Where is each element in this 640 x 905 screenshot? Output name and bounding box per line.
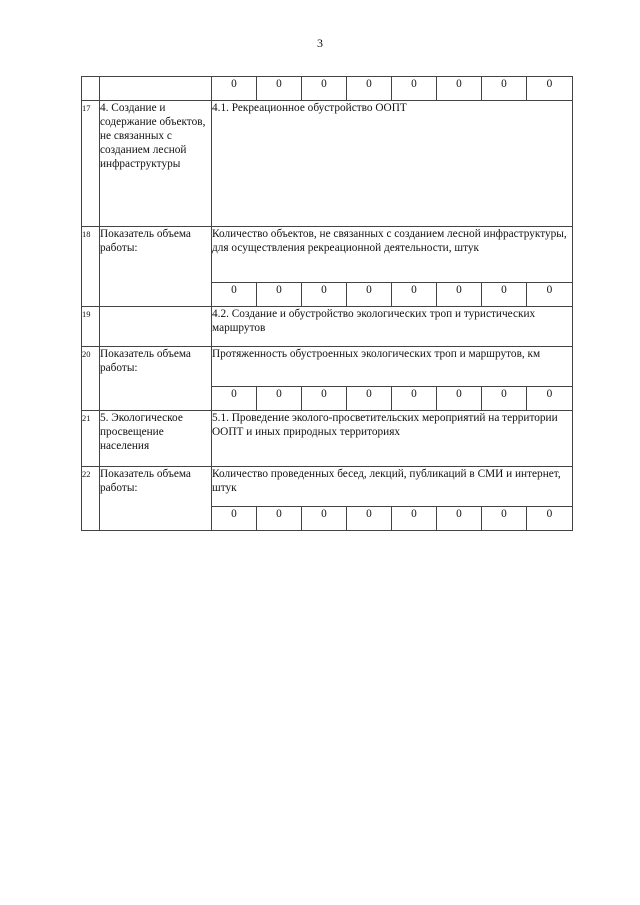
value-cell: 0 — [437, 77, 482, 101]
row-number: 22 — [82, 467, 100, 531]
value-cell: 0 — [482, 77, 527, 101]
section-title: 5. Экологическое просвещение населения — [100, 411, 212, 467]
section-title: 4. Создание и содержание объектов, не связанных с созданием лесной инфраструктуры — [100, 101, 212, 227]
value-cell: 0 — [212, 507, 257, 531]
value-cell: 0 — [302, 283, 347, 307]
value-cell: 0 — [212, 283, 257, 307]
value-cell: 0 — [482, 387, 527, 411]
value-cell: 0 — [527, 283, 573, 307]
section-title — [100, 307, 212, 347]
value-cell: 0 — [527, 387, 573, 411]
value-cell: 0 — [482, 283, 527, 307]
value-cell: 0 — [392, 77, 437, 101]
table-row — [82, 227, 573, 283]
value-cell: 0 — [392, 387, 437, 411]
indicator-description: Количество проведенных бесед, лекций, публикаций в СМИ и интернет, штук — [212, 467, 573, 507]
row-number: 19 — [82, 307, 100, 347]
table-row — [82, 77, 573, 101]
indicators-table — [81, 76, 573, 531]
table-row — [82, 347, 573, 387]
value-cell: 0 — [257, 387, 302, 411]
activity-title: 4.2. Создание и обустройство экологических троп и туристических маршрутов — [212, 307, 573, 347]
indicator-description: Протяженность обустроенных экологических троп и маршрутов, км — [212, 347, 573, 387]
value-cell: 0 — [257, 77, 302, 101]
row-number-cell — [82, 77, 100, 101]
indicator-description: Количество объектов, не связанных с созданием лесной инфраструктуры, для осуществления рекреационной деятельности, штук — [212, 227, 573, 283]
activity-title: 5.1. Проведение эколого-просветительских мероприятий на территории ООПТ и иных природных территориях — [212, 411, 573, 467]
value-cell: 0 — [302, 507, 347, 531]
row-number: 17 — [82, 101, 100, 227]
row-label-cell — [100, 77, 212, 101]
value-cell: 0 — [347, 507, 392, 531]
table-row — [82, 307, 573, 347]
value-cell: 0 — [482, 507, 527, 531]
value-cell: 0 — [347, 283, 392, 307]
value-cell: 0 — [212, 387, 257, 411]
row-number: 20 — [82, 347, 100, 411]
value-cell: 0 — [212, 77, 257, 101]
table-row — [82, 101, 573, 227]
table-row — [82, 467, 573, 507]
row-number: 21 — [82, 411, 100, 467]
value-cell: 0 — [347, 387, 392, 411]
value-cell: 0 — [257, 283, 302, 307]
value-cell: 0 — [437, 387, 482, 411]
activity-title: 4.1. Рекреационное обустройство ООПТ — [212, 101, 573, 227]
value-cell: 0 — [302, 387, 347, 411]
value-cell: 0 — [527, 77, 573, 101]
value-cell: 0 — [437, 507, 482, 531]
value-cell: 0 — [347, 77, 392, 101]
row-number: 18 — [82, 227, 100, 307]
value-cell: 0 — [527, 507, 573, 531]
indicator-label: Показатель объема работы: — [100, 227, 212, 307]
indicator-label: Показатель объема работы: — [100, 467, 212, 531]
value-cell: 0 — [392, 507, 437, 531]
page-number: 3 — [317, 36, 323, 50]
indicator-label: Показатель объема работы: — [100, 347, 212, 411]
value-cell: 0 — [302, 77, 347, 101]
value-cell: 0 — [437, 283, 482, 307]
table-row — [82, 411, 573, 467]
value-cell: 0 — [257, 507, 302, 531]
value-cell: 0 — [392, 283, 437, 307]
